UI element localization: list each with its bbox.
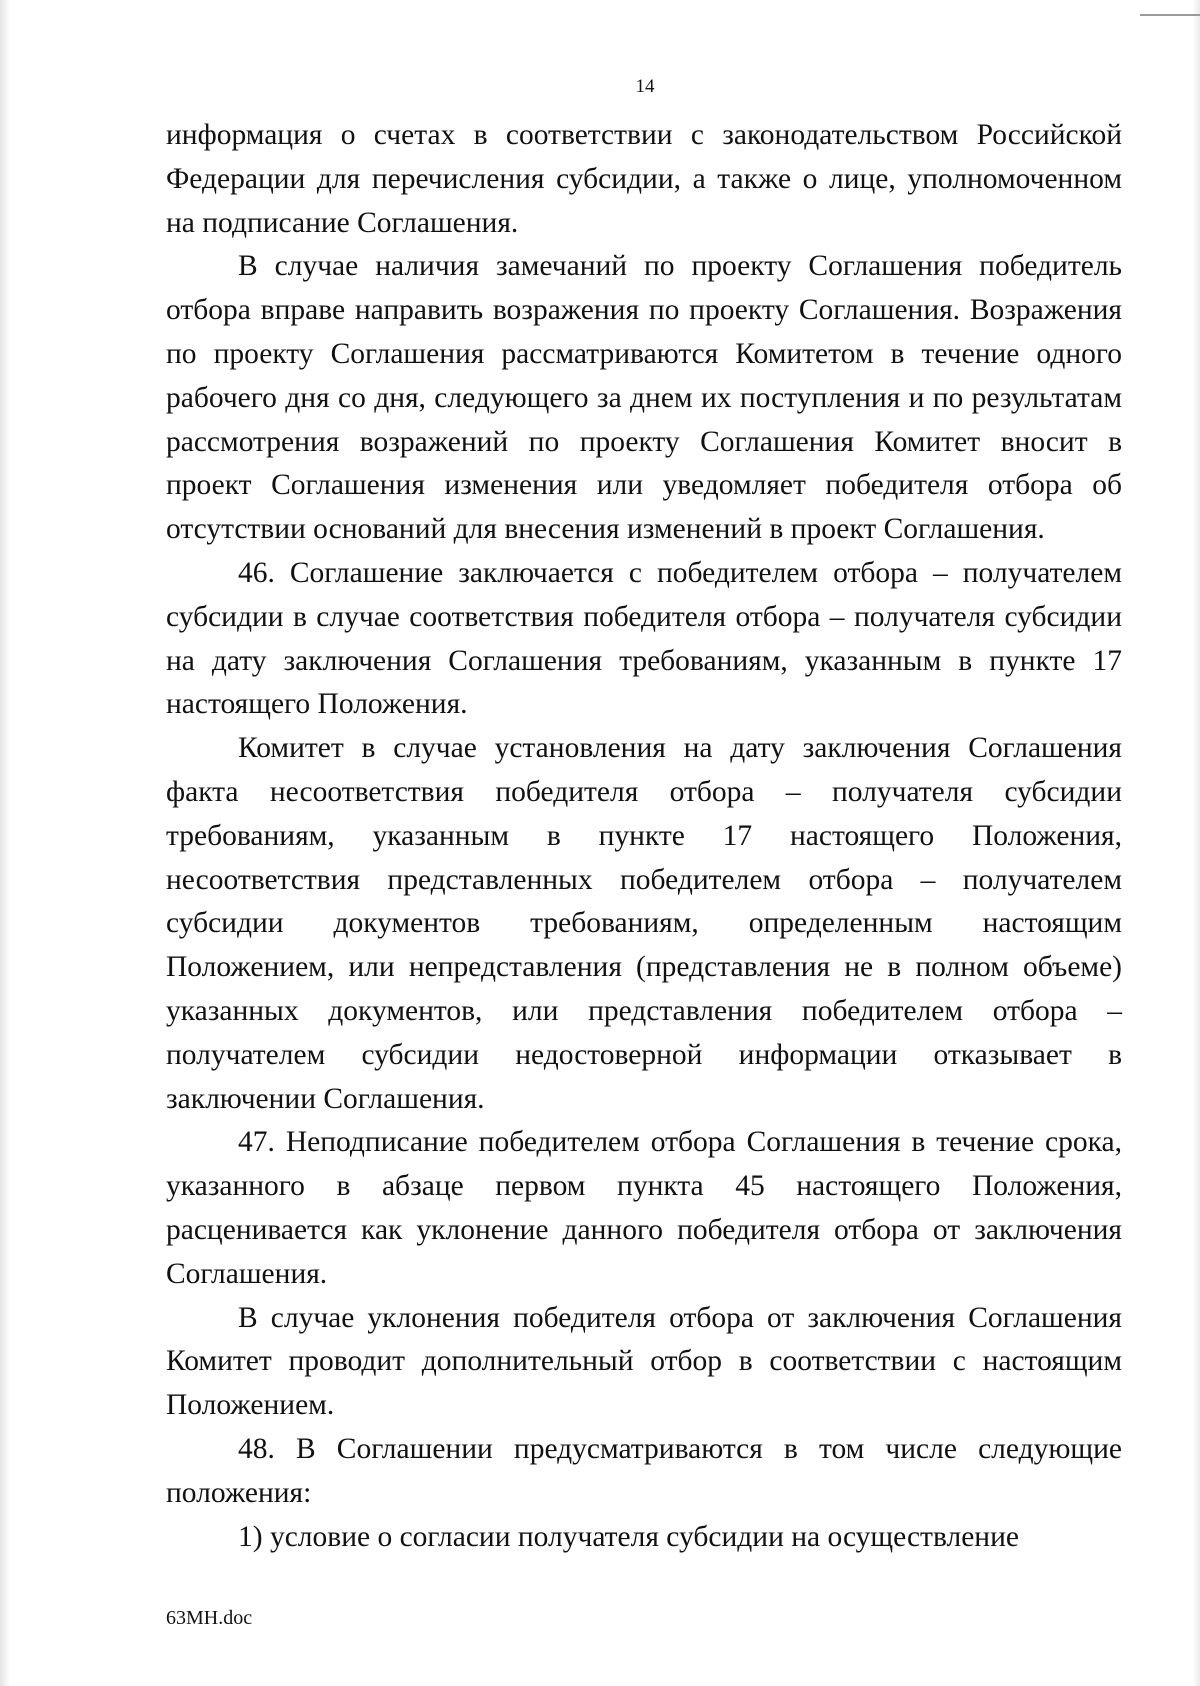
paragraph-47: 47. Неподписание победителем отбора Соглашения в течение срока, указанного в абзаце первом пункта 45 настоящего Положения, расценивается как уклонение данного победителя отбора от заключения Соглашения. [166, 1126, 1122, 1290]
paragraph-48: 48. В Соглашении предусматриваются в том числе следующие положения: [166, 1432, 1122, 1509]
paragraph-objections: В случае наличия замечаний по проекту Соглашения победитель отбора вправе направить возражения по проекту Соглашения. Возражения по проекту Соглашения рассматриваются Комитетом в течение одного рабочего дня со дня, следующего за днем их поступления и по результатам рассмотрения возражений по проекту Соглашения Комитет вносит в проект Соглашения изменения или уведомляет победителя отбора об отсутствии оснований для внесения изменений в проект Соглашения. [166, 250, 1122, 546]
paragraph-evasion: В случае уклонения победителя отбора от заключения Соглашения Комитет проводит дополнительный отбор в соответствии с настоящим Положением. [166, 1301, 1122, 1422]
scan-edge-left [0, 0, 10, 1686]
paragraph-48-item-1: 1) условие о согласии получателя субсидии на осуществление [238, 1520, 1019, 1553]
scan-edge-right [1192, 0, 1200, 1686]
paragraph-refusal: Комитет в случае установления на дату заключения Соглашения факта несоответствия победителя отбора – получателя субсидии требованиям, указанным в пункте 17 настоящего Положения, несоответствия представленных победителем отбора – получателем субсидии документов требованиям, определенным настоящим Положением, или непредставления (представления не в полном объеме) указанных документов, или представления победителем отбора – получателем субсидии недостоверной информации отказывает в заключении Соглашения. [166, 732, 1122, 1115]
footer-filename: 63MH.doc [166, 1607, 253, 1629]
scan-corner-mark [1140, 0, 1200, 16]
page-number: 14 [635, 76, 655, 97]
paragraph-46: 46. Соглашение заключается с победителем отбора – получателем субсидии в случае соответствия победителя отбора – получателя субсидии на дату заключения Соглашения требованиям, указанным в пункте 17 настоящего Положения. [166, 556, 1122, 721]
paragraph-continuation: информация о счетах в соответствии с законодательством Российской Федерации для перечисления субсидии, а также о лице, уполномоченном на подписание Соглашения. [166, 119, 1122, 239]
document-body [166, 114, 1122, 1559]
